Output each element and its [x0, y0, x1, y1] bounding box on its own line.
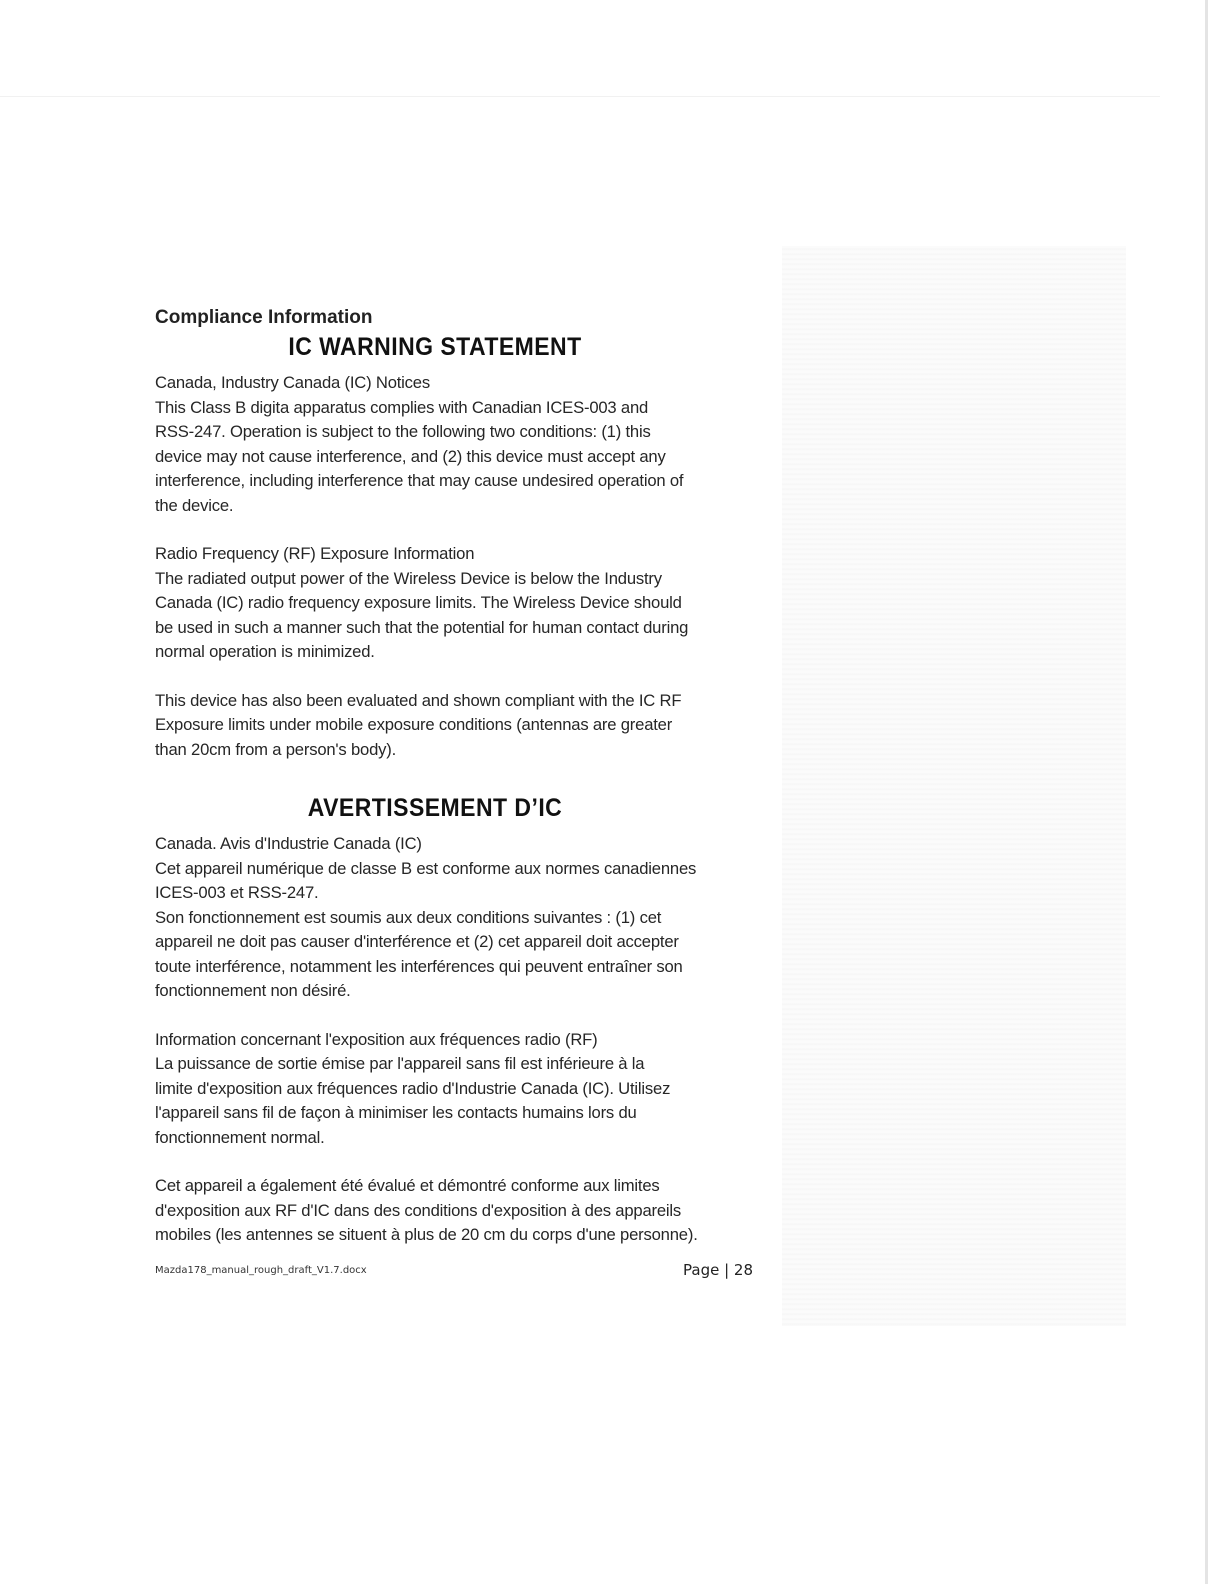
text-line: This device has also been evaluated and shown compliant with the IC RF [155, 690, 682, 710]
text-line: toute interférence, notamment les interférences qui peuvent entraîner son [155, 956, 683, 976]
scan-right-edge [1205, 0, 1208, 1584]
text-line: interference, including interference that may cause undesired operation of [155, 471, 684, 490]
english-paragraph-3 [155, 689, 703, 763]
french-paragraph-2 [155, 1028, 703, 1151]
footer-page-number: Page | 28 [683, 1261, 753, 1279]
english-paragraph-1 [155, 371, 703, 518]
french-paragraph-1 [155, 832, 703, 1004]
text-line: Exposure limits under mobile exposure conditions (antennas are greater [155, 715, 673, 734]
text-line: Canada (IC) radio frequency exposure limits. The Wireless Device should [155, 593, 682, 612]
text-line: The radiated output power of the Wireless Device is below the Industry [155, 568, 662, 588]
page-footer [155, 1261, 753, 1283]
text-line: Radio Frequency (RF) Exposure Information [155, 544, 475, 563]
text-line: fonctionnement normal. [155, 1127, 325, 1147]
text-line: d'exposition aux RF d'IC dans des conditions d'exposition à des appareils [155, 1200, 682, 1220]
text-line: device may not cause interference, and (2) this device must accept any [155, 446, 666, 466]
text-line: limite d'exposition aux fréquences radio d'Industrie Canada (IC). Utilisez [155, 1078, 671, 1098]
text-line: Canada. Avis d'Industrie Canada (IC) [155, 834, 422, 853]
french-paragraph-3 [155, 1174, 703, 1248]
scan-bleed-through [782, 246, 1126, 1326]
section-label: Compliance Information [155, 307, 373, 328]
text-line: Cet appareil a également été évalué et démontré conforme aux limites [155, 1176, 660, 1195]
english-paragraph-2 [155, 542, 703, 665]
text-line: Canada, Industry Canada (IC) Notices [155, 373, 430, 392]
text-line: mobiles (les antennes se situent à plus de 20 cm du corps d'une personne). [155, 1225, 698, 1244]
text-line: normal operation is minimized. [155, 642, 375, 661]
scan-top-line [0, 96, 1160, 97]
text-line: fonctionnement non désiré. [155, 981, 351, 1000]
text-line: the device. [155, 495, 234, 515]
text-line: than 20cm from a person's body). [155, 739, 397, 759]
english-heading: IC WARNING STATEMENT [288, 333, 582, 361]
text-line: RSS-247. Operation is subject to the following two conditions: (1) this [155, 422, 651, 441]
french-heading: AVERTISSEMENT D’IC [307, 794, 563, 822]
document-body [155, 305, 715, 1248]
text-line: ICES-003 et RSS-247. [155, 883, 319, 902]
spacer [155, 665, 715, 689]
text-line: Cet appareil numérique de classe B est conforme aux normes canadiennes [155, 858, 697, 878]
text-line: Son fonctionnement est soumis aux deux conditions suivantes : (1) cet [155, 907, 662, 927]
text-line: This Class B digita apparatus complies with Canadian ICES-003 and [155, 397, 649, 417]
text-line: La puissance de sortie émise par l'appareil sans fil est inférieure à la [155, 1054, 645, 1073]
text-line: be used in such a manner such that the potential for human contact during [155, 617, 689, 637]
spacer [155, 762, 715, 792]
text-line: l'appareil sans fil de façon à minimiser les contacts humains lors du [155, 1103, 637, 1122]
text-line: appareil ne doit pas causer d'interférence et (2) cet appareil doit accepter [155, 932, 679, 951]
spacer [155, 1004, 715, 1028]
spacer [155, 518, 715, 542]
spacer [155, 1150, 715, 1174]
text-line: Information concernant l'exposition aux fréquences radio (RF) [155, 1029, 598, 1049]
footer-filename: Mazda178_manual_rough_draft_V1.7.docx [155, 1265, 367, 1276]
